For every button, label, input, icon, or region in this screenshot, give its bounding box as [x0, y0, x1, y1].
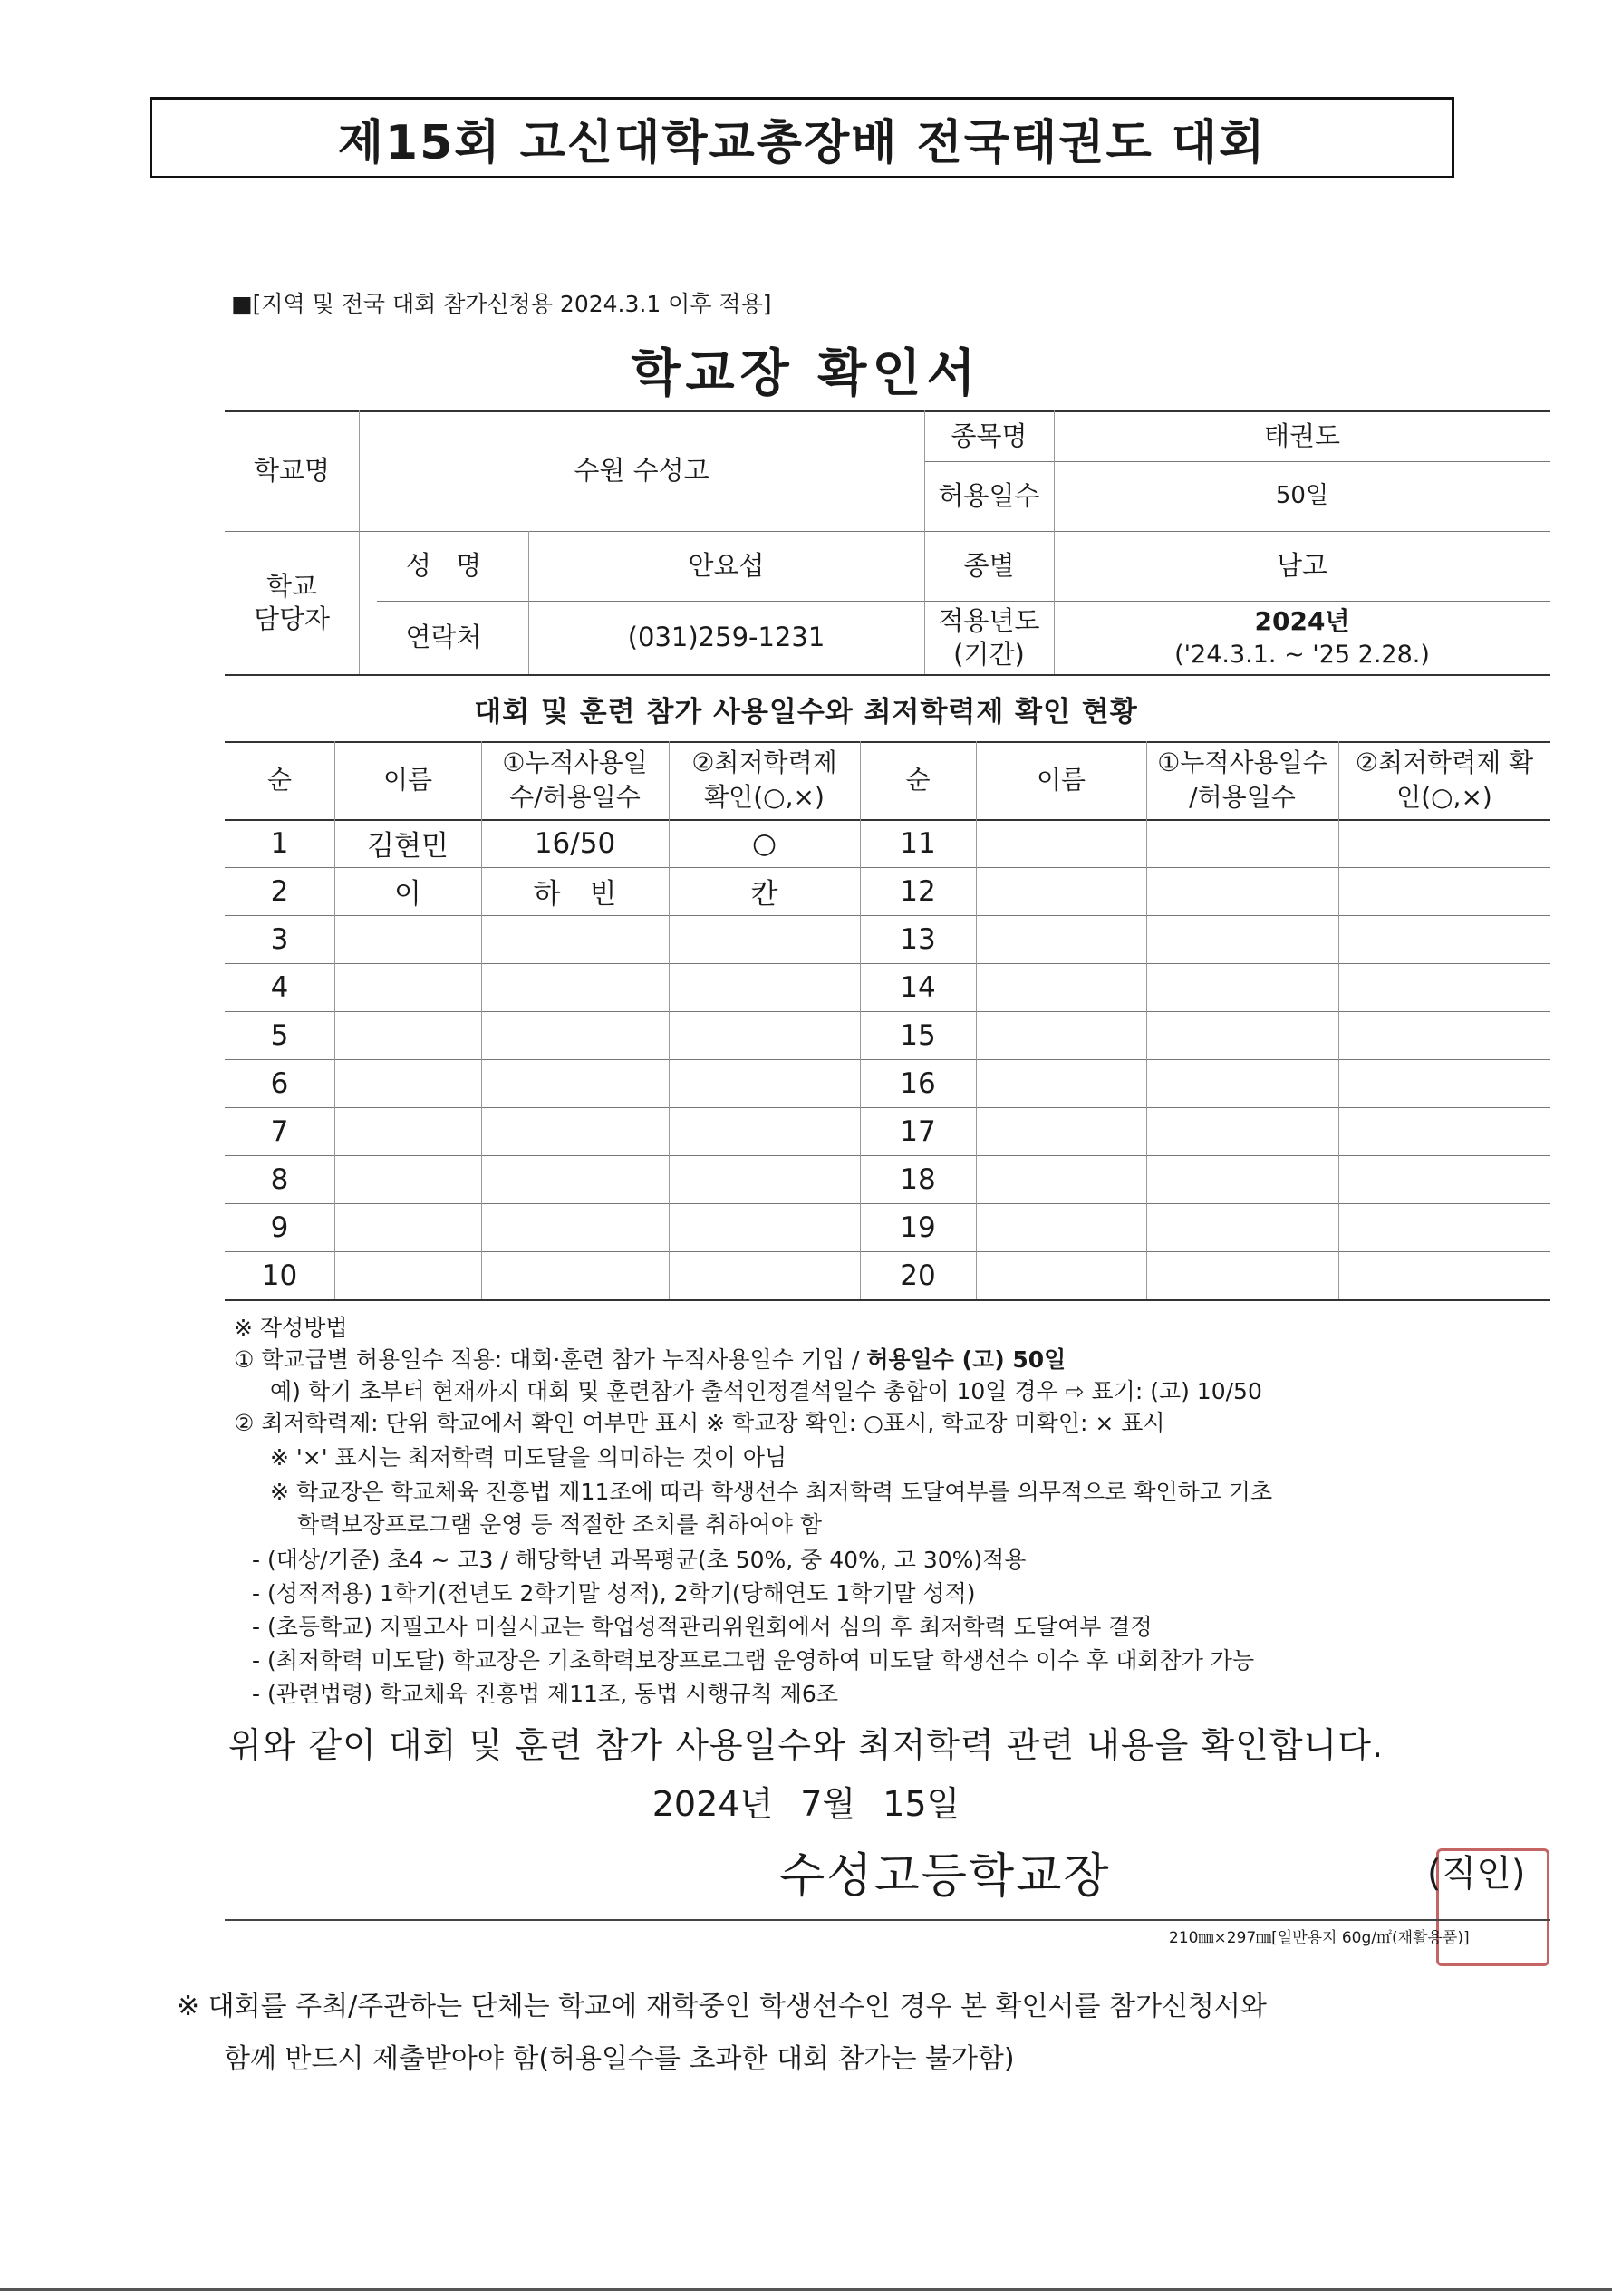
type-label: 종별: [963, 550, 1015, 582]
participant-name: [334, 915, 481, 963]
used-days: [1146, 1251, 1338, 1299]
min-academic-check: [1338, 1155, 1550, 1203]
min-academic-check: [669, 1155, 860, 1203]
row-number: 18: [900, 1162, 936, 1196]
participants-table: [225, 741, 1550, 1299]
sport-label: 종목명: [951, 420, 1028, 451]
document-title: 학교장 확인서: [631, 344, 981, 403]
used-days: [481, 1059, 669, 1107]
used-days: [1146, 1107, 1338, 1155]
participant-name: [976, 1155, 1146, 1203]
guide-line-3: ② 최저학력제: 단위 학교에서 확인 여부만 표시 ※ 학교장 확인: ○표시, 학교장 미확인: × 표시: [234, 1410, 1165, 1436]
row-number: 5: [270, 1018, 289, 1052]
note-line-2: 함께 반드시 제출받아야 함(허용일수를 초과한 대회 참가는 불가함): [224, 2043, 1015, 2075]
row-number: 17: [900, 1114, 936, 1148]
min-academic-check: ○: [751, 826, 777, 860]
participant-name: [334, 1059, 481, 1107]
used-days: [1146, 915, 1338, 963]
participant-name: [976, 867, 1146, 915]
school-value: 수원 수성고: [574, 455, 709, 487]
min-academic-check: [1338, 819, 1550, 867]
header-days-left: ①누적사용일 수/허용일수: [502, 748, 648, 812]
row-number: 7: [270, 1114, 289, 1148]
min-academic-check: [669, 1059, 860, 1107]
used-days: [481, 963, 669, 1011]
used-days: [1146, 1155, 1338, 1203]
participant-name: [334, 1251, 481, 1299]
year-label: 적용년도 (기간): [938, 605, 1040, 670]
used-days: [1146, 963, 1338, 1011]
header-name-left: 이름: [382, 765, 433, 796]
used-days: [1146, 867, 1338, 915]
used-days: [481, 915, 669, 963]
min-academic-check: [669, 1107, 860, 1155]
participant-name: [334, 1203, 481, 1251]
min-academic-check: [1338, 1011, 1550, 1059]
participant-name: [976, 915, 1146, 963]
used-days: 하 빈: [533, 878, 617, 911]
min-academic-check: 칸: [750, 878, 778, 911]
participant-name: [334, 1155, 481, 1203]
header-name-right: 이름: [1036, 765, 1086, 796]
min-academic-check: [669, 963, 860, 1011]
row-number: 12: [900, 874, 936, 908]
allowed-value: 50일: [1275, 482, 1329, 510]
participant-name: [976, 963, 1146, 1011]
participant-name: [976, 1107, 1146, 1155]
contact-value: (031)259-1231: [627, 622, 825, 653]
header-no-right: 순: [905, 765, 931, 796]
row-number: 11: [900, 826, 936, 860]
guide-line-6: 학력보장프로그램 운영 등 적절한 조치를 취하여야 함: [297, 1511, 822, 1538]
school-label: 학교명: [253, 455, 331, 487]
used-days: [481, 1251, 669, 1299]
min-academic-check: [1338, 1251, 1550, 1299]
used-days: [1146, 1059, 1338, 1107]
participant-name: [334, 1011, 481, 1059]
confirmation-date: 2024년 7월 15일: [652, 1784, 960, 1824]
participant-name: [976, 819, 1146, 867]
row-number: 16: [900, 1066, 936, 1100]
row-number: 6: [270, 1066, 289, 1100]
notice-text: ■[지역 및 전국 대회 참가신청용 2024.3.1 이후 적용]: [231, 291, 772, 317]
manager-label: 학교 담당자: [253, 570, 331, 634]
participant-name: [976, 1011, 1146, 1059]
min-academic-check: [1338, 1059, 1550, 1107]
row-number: 14: [900, 970, 936, 1004]
type-value: 남고: [1276, 550, 1328, 582]
min-academic-check: [1338, 867, 1550, 915]
row-number: 1: [270, 826, 289, 860]
guide-line-4: ※ '×' 표시는 최저학력 미도달을 의미하는 것이 아님: [270, 1444, 787, 1471]
used-days: [481, 1011, 669, 1059]
participant-name: 이: [394, 878, 421, 911]
row-number: 20: [900, 1259, 936, 1292]
confirmation-text: 위와 같이 대회 및 훈련 참가 사용일수와 최저학력 관련 내용을 확인합니다.: [227, 1725, 1385, 1765]
name-value: 안요섭: [688, 550, 765, 582]
min-academic-check: [669, 1251, 860, 1299]
guide-line-8: - (성적적용) 1학기(전년도 2학기말 성적), 2학기(당해연도 1학기말 성적): [252, 1580, 976, 1606]
min-academic-check: [669, 1011, 860, 1059]
name-label: 성 명: [405, 550, 482, 582]
header-days-right: ①누적사용일수 /허용일수: [1157, 748, 1327, 812]
min-academic-check: [1338, 963, 1550, 1011]
principal-name: 수성고등학교장: [779, 1849, 1111, 1904]
sport-value: 태권도: [1263, 420, 1341, 451]
guide-line-11: - (관련법령) 학교체육 진흥법 제11조, 동법 시행규칙 제6조: [252, 1681, 838, 1707]
row-number: 4: [270, 970, 289, 1004]
used-days: [1146, 1203, 1338, 1251]
note-line-1: ※ 대회를 주최/주관하는 단체는 학교에 재학중인 학생선수인 경우 본 확인서를 참가신청서와: [177, 1991, 1267, 2022]
row-number: 2: [270, 874, 289, 908]
contact-label: 연락처: [405, 622, 482, 653]
used-days: [1146, 819, 1338, 867]
min-academic-check: [669, 1203, 860, 1251]
year-value: 2024년: [1254, 605, 1350, 636]
footer-divider: [225, 1919, 1550, 1921]
row-number: 8: [270, 1162, 289, 1196]
used-days: [481, 1203, 669, 1251]
participant-name: [334, 1107, 481, 1155]
allowed-label: 허용일수: [938, 480, 1040, 512]
row-number: 10: [261, 1259, 298, 1292]
min-academic-check: [1338, 1203, 1550, 1251]
row-number: 9: [270, 1211, 289, 1244]
submission-note: [177, 1981, 1267, 2086]
used-days: [481, 1155, 669, 1203]
page-bottom-rule: [0, 2288, 1612, 2291]
info-table: [225, 410, 1550, 676]
participant-name: [976, 1059, 1146, 1107]
guide-line-7: - (대상/기준) 초4 ~ 고3 / 해당학년 과목평균(초 50%, 중 40%, 고 30%)적용: [252, 1547, 1027, 1573]
guide-line-10: - (최저학력 미도달) 학교장은 기초학력보장프로그램 운영하여 미도달 학생선수 이수 후 대회참가 가능: [252, 1647, 1255, 1674]
header-check-left: ②최저학력제 확인(○,×): [691, 748, 837, 812]
event-title: 제15회 고신대학교총장배 전국태권도 대회: [150, 97, 1454, 178]
min-academic-check: [669, 915, 860, 963]
header-check-right: ②최저학력제 확인(○,×): [1355, 748, 1534, 812]
participant-name: [976, 1251, 1146, 1299]
row-number: 19: [900, 1211, 936, 1244]
row-number: 13: [900, 922, 936, 956]
guide-heading: ※ 작성방법: [234, 1315, 348, 1341]
guide-line-1: ① 학교급별 허용일수 적용: 대회·훈련 참가 누적사용일수 기입 / 허용일수 (고) 50일: [234, 1346, 1067, 1373]
used-days: [481, 1107, 669, 1155]
participant-name: [334, 963, 481, 1011]
min-academic-check: [1338, 1107, 1550, 1155]
guide-line-9: - (초등학교) 지필고사 미실시교는 학업성적관리위원회에서 심의 후 최저학력 도달여부 결정: [252, 1614, 1153, 1640]
guide-line-5: ※ 학교장은 학교체육 진흥법 제11조에 따라 학생선수 최저학력 도달여부를 의무적으로 확인하고 기초: [270, 1479, 1273, 1505]
header-no-left: 순: [266, 765, 293, 796]
guide-line-2: 예) 학기 초부터 현재까지 대회 및 훈련참가 출석인정결석일수 총합이 10일 경우 ⇨ 표기: (고) 10/50: [270, 1378, 1262, 1404]
min-academic-check: [1338, 915, 1550, 963]
participant-name: 김현민: [367, 830, 449, 863]
participant-name: [976, 1203, 1146, 1251]
used-days: 16/50: [534, 826, 616, 860]
row-number: 3: [270, 922, 289, 956]
used-days: [1146, 1011, 1338, 1059]
row-number: 15: [900, 1018, 936, 1052]
paper-spec: 210㎜×297㎜[일반용지 60g/㎡(재활용품)]: [1169, 1929, 1470, 1947]
period-value: ('24.3.1. ~ '25 2.28.): [1174, 641, 1430, 670]
section-title: 대회 및 훈련 참가 사용일수와 최저학력제 확인 현황: [474, 696, 1138, 728]
seal-label: (직인): [1427, 1853, 1526, 1895]
